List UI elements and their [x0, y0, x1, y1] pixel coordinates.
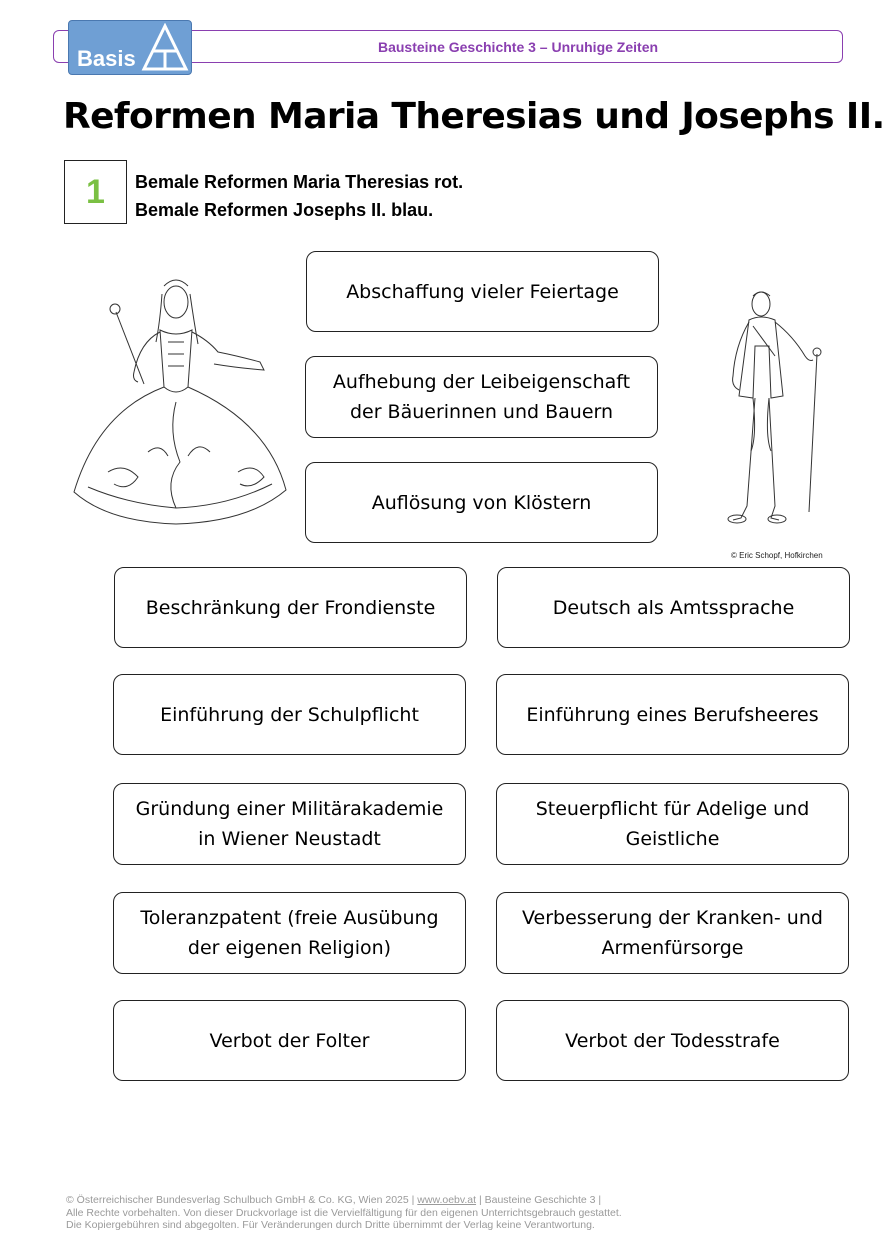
footer-series: | Bausteine Geschichte 3 | — [476, 1194, 602, 1206]
reform-card-toleranzpatent[interactable]: Toleranzpatent (freie Ausübung der eigenen Religion) — [113, 892, 466, 974]
task-line-2: Bemale Reformen Josephs II. blau. — [135, 200, 434, 220]
task-number: 1 — [64, 160, 127, 224]
logo-text: Basis — [77, 46, 136, 71]
reform-card-frondienste[interactable]: Beschränkung der Frondienste — [114, 567, 467, 648]
joseph-ii-illustration — [713, 286, 828, 531]
triangle-logo-icon — [141, 23, 189, 73]
reform-card-folter[interactable]: Verbot der Folter — [113, 1000, 466, 1081]
footer-line-2: Alle Rechte vorbehalten. Von dieser Druckvorlage ist die Vervielfältigung für den eigenen Unterrichtsgebrauch gestattet. — [66, 1206, 622, 1219]
footer-line-1 — [66, 1194, 622, 1207]
reform-card-leibeigenschaft[interactable]: Aufhebung der Leibeigenschaft der Bäuerinnen und Bauern — [305, 356, 658, 438]
series-title: Bausteine Geschichte 3 – Unruhige Zeiten — [377, 38, 659, 55]
footer — [66, 1194, 622, 1232]
image-credit: © Eric Schopf, Hofkirchen — [731, 551, 823, 560]
reform-card-fuersorge[interactable]: Verbesserung der Kranken- und Armenfürsorge — [496, 892, 849, 974]
reform-card-feiertage[interactable]: Abschaffung vieler Feiertage — [306, 251, 659, 332]
maria-theresia-illustration — [68, 272, 293, 534]
footer-line-3: Die Kopiergebühren sind abgegolten. Für Veränderungen durch Dritte übernimmt der Verlag keine Verantwortung. — [66, 1219, 595, 1231]
reform-card-todesstrafe[interactable]: Verbot der Todesstrafe — [496, 1000, 849, 1081]
reform-card-kloester[interactable]: Auflösung von Klöstern — [305, 462, 658, 543]
task-line-1: Bemale Reformen Maria Theresias rot. — [135, 172, 464, 192]
page-title: Reformen Maria Theresias und Josephs II. — [63, 96, 885, 137]
footer-copyright: © Österreichischer Bundesverlag Schulbuch GmbH & Co. KG, Wien 2025 | — [66, 1194, 418, 1206]
basis-logo — [68, 20, 192, 75]
reform-card-militaerakademie[interactable]: Gründung einer Militärakademie in Wiener Neustadt — [113, 783, 466, 865]
footer-link[interactable]: www.oebv.at — [417, 1194, 477, 1206]
reform-card-amtssprache[interactable]: Deutsch als Amtssprache — [497, 567, 850, 648]
reform-card-schulpflicht[interactable]: Einführung der Schulpflicht — [113, 674, 466, 755]
task-instructions — [135, 168, 463, 224]
reform-card-steuerpflicht[interactable]: Steuerpflicht für Adelige und Geistliche — [496, 783, 849, 865]
reform-card-berufsheer[interactable]: Einführung eines Berufsheeres — [496, 674, 849, 755]
